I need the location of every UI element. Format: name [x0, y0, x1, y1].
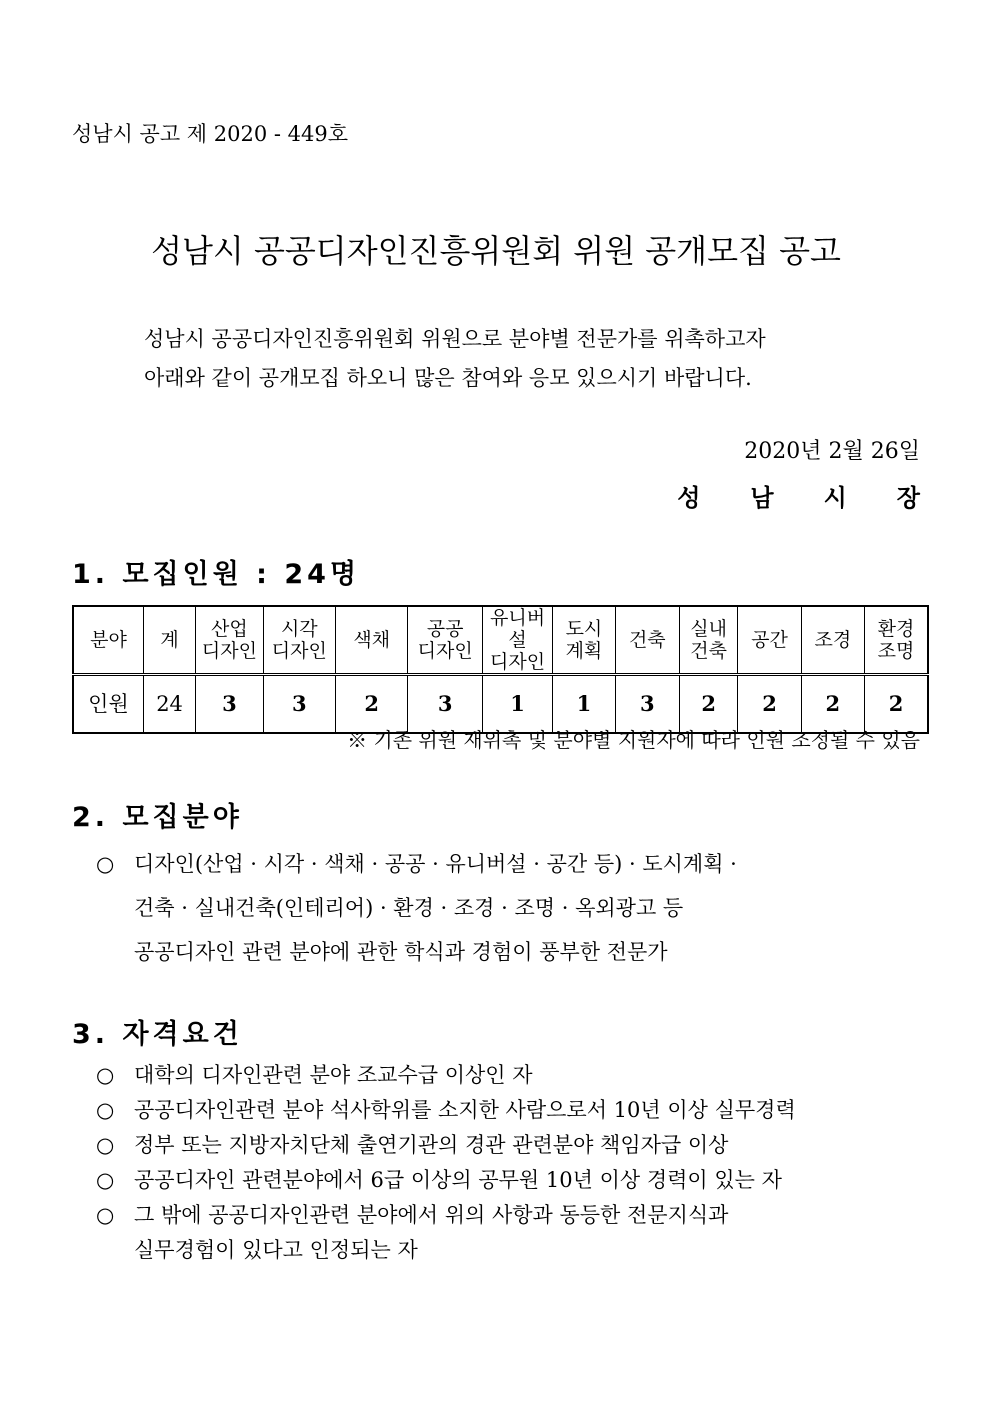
- header-cell: 시각 디자인: [263, 606, 335, 675]
- recruitment-table: [72, 605, 929, 734]
- count-cell: 3: [263, 675, 335, 734]
- list-item-text: 공공디자인관련 분야 석사학위를 소지한 사람으로서 10년 이상 실무경력: [134, 1098, 796, 1122]
- list-item-text: 디자인(산업 · 시각 · 색채 · 공공 · 유니버설 · 공간 등) · 도시계획 ·: [134, 852, 737, 876]
- count-cell: 2: [680, 675, 738, 734]
- section-heading-recruitment-count: 1. 모집인원 : 24명: [72, 559, 361, 590]
- header-cell: 공간: [738, 606, 801, 675]
- issuer-name: 성남시장: [677, 484, 970, 512]
- header-cell-total: 계: [143, 606, 195, 675]
- count-cell: 3: [196, 675, 263, 734]
- row-label-cell: 인원: [73, 675, 143, 734]
- count-cell: 1: [482, 675, 552, 734]
- intro-paragraph: [144, 320, 766, 398]
- list-item-text: 그 밖에 공공디자인관련 분야에서 위의 사항과 동등한 전문지식과: [134, 1203, 729, 1227]
- list-item-text: 대학의 디자인관련 분야 조교수급 이상인 자: [134, 1063, 533, 1087]
- header-cell: 조경: [801, 606, 864, 675]
- circle-bullet-icon: ○: [96, 1098, 115, 1122]
- intro-line-1: 성남시 공공디자인진흥위원회 위원으로 분야별 전문가를 위촉하고자: [144, 327, 766, 351]
- notice-date: 2020년 2월 26일: [744, 439, 920, 464]
- header-cell: 색채: [336, 606, 408, 675]
- list-item-text: 실무경험이 있다고 인정되는 자: [134, 1238, 418, 1262]
- count-cell: 1: [553, 675, 615, 734]
- list-item: [96, 842, 737, 886]
- header-cell: 건축: [615, 606, 679, 675]
- header-cell: 도시 계획: [553, 606, 615, 675]
- list-item: [96, 1198, 796, 1233]
- qualifications-list: [96, 1058, 796, 1268]
- intro-line-2: 아래와 같이 공개모집 하오니 많은 참여와 응모 있으시기 바랍니다.: [144, 366, 752, 390]
- circle-bullet-icon: ○: [96, 1203, 115, 1227]
- list-item-text: 정부 또는 지방자치단체 출연기관의 경관 관련분야 책임자급 이상: [134, 1133, 729, 1157]
- list-item-text: 건축 · 실내건축(인테리어) · 환경 · 조경 · 조명 · 옥외광고 등: [134, 896, 684, 920]
- page-title: 성남시 공공디자인진흥위원회 위원 공개모집 공고: [151, 232, 841, 270]
- list-item-continuation: [96, 930, 737, 974]
- list-item: [96, 1128, 796, 1163]
- table-header-row: [73, 606, 928, 675]
- list-item: [96, 1093, 796, 1128]
- count-cell: 3: [615, 675, 679, 734]
- section-heading-recruitment-fields: 2. 모집분야: [72, 802, 243, 833]
- list-item: [96, 1058, 796, 1093]
- circle-bullet-icon: ○: [96, 1063, 115, 1087]
- list-item-continuation: [96, 886, 737, 930]
- list-item: [96, 1163, 796, 1198]
- notice-number: 성남시 공고 제 2020 - 449호: [72, 122, 348, 146]
- header-cell: 공공 디자인: [408, 606, 482, 675]
- count-cell: 2: [865, 675, 928, 734]
- count-cell: 3: [408, 675, 482, 734]
- header-cell: 환경 조명: [865, 606, 928, 675]
- circle-bullet-icon: ○: [96, 1133, 115, 1157]
- recruitment-fields-list: [96, 842, 737, 974]
- circle-bullet-icon: ○: [96, 1168, 115, 1192]
- circle-bullet-icon: ○: [96, 852, 115, 876]
- header-cell: 산업 디자인: [196, 606, 263, 675]
- table-note: ※ 기존 위원 재위촉 및 분야별 지원자에 따라 인원 조정될 수 있음: [347, 728, 920, 752]
- list-item-continuation: [96, 1233, 796, 1268]
- list-item-text: 공공디자인 관련분야에서 6급 이상의 공무원 10년 이상 경력이 있는 자: [134, 1168, 782, 1192]
- header-cell: 실내 건축: [680, 606, 738, 675]
- total-cell: 24: [143, 675, 195, 734]
- count-cell: 2: [801, 675, 864, 734]
- count-cell: 2: [738, 675, 801, 734]
- count-cell: 2: [336, 675, 408, 734]
- header-cell-field: 분야: [73, 606, 143, 675]
- header-cell: 유니버설 디자인: [482, 606, 552, 675]
- list-item-text: 공공디자인 관련 분야에 관한 학식과 경험이 풍부한 전문가: [134, 940, 668, 964]
- section-heading-qualifications: 3. 자격요건: [72, 1019, 243, 1050]
